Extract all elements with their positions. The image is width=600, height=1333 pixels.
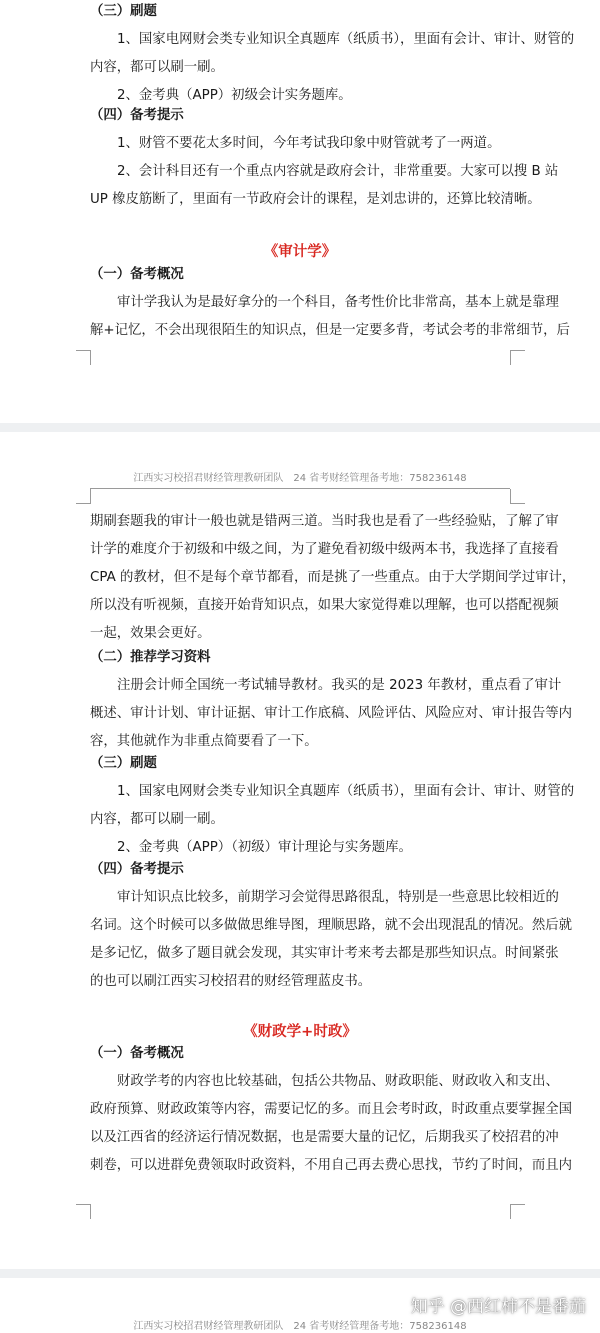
header-rule <box>90 488 510 489</box>
paragraph-line: 审计知识点比较多，前期学习会觉得思路很乱，特别是一些意思比较相近的 <box>117 890 559 905</box>
section-heading: （一）备考概况 <box>90 267 184 282</box>
section-heading: （三）刷题 <box>90 4 157 19</box>
page-header: 江西实习校招君财经管理教研团队 24 省考财经管理备考地：758236148 <box>133 1321 467 1332</box>
paragraph-line: 内容，都可以刷一刷。 <box>90 60 224 75</box>
crop-mark-bottom-right <box>510 350 525 365</box>
watermark: 知乎 @西红柿不是番茄 <box>410 1297 586 1317</box>
paragraph-line: 政府预算、财政政策等内容，需要记忆的多。而且会考时政，时政重点要掌握全国 <box>90 1102 573 1117</box>
section-heading: （二）推荐学习资料 <box>90 650 211 665</box>
paragraph-line: UP 橡皮筋断了，里面有一节政府会计的课程，是刘忠讲的，还算比较清晰。 <box>90 192 541 207</box>
paragraph-line: 2、金考典（APP）初级会计实务题库。 <box>117 88 352 103</box>
paragraph-line: 刺卷，可以进群免费领取时政资料，不用自己再去费心思找，节约了时间，而且内 <box>90 1158 573 1173</box>
paragraph-line: 的也可以刷江西实习校招君的财经管理蓝皮书。 <box>90 974 372 989</box>
paragraph-line: 以及江西省的经济运行情况数据，也是需要大量的记忆，后期我买了校招君的冲 <box>90 1130 559 1145</box>
paragraph-line: 是多记忆，做多了题目就会发现，其实审计考来考去都是那些知识点。时间紧张 <box>90 946 559 961</box>
paragraph-line: 2、会计科目还有一个重点内容就是政府会计，非常重要。大家可以搜 B 站 <box>117 164 559 179</box>
document-page-2 <box>0 432 600 1269</box>
paragraph-line: 一起，效果会更好。 <box>90 626 211 641</box>
crop-mark-top-right <box>510 489 525 504</box>
section-heading: （四）备考提示 <box>90 108 184 123</box>
paragraph-line: 容，其他就作为非重点简要看了一下。 <box>90 734 318 749</box>
paragraph-line: 1、国家电网财会类专业知识全真题库（纸质书），里面有会计、审计、财管的 <box>117 784 575 799</box>
paragraph-line: 期刷套题我的审计一般也就是错两三道。当时我也是看了一些经验贴，了解了审 <box>90 514 559 529</box>
page-header: 江西实习校招君财经管理教研团队 24 省考财经管理备考地：758236148 <box>133 473 467 484</box>
crop-mark-bottom-left <box>76 1204 91 1219</box>
paragraph-line: 1、财管不要花太多时间，今年考试我印象中财管就考了一两道。 <box>117 136 501 151</box>
crop-mark-bottom-right <box>510 1204 525 1219</box>
document-page-1 <box>0 0 600 423</box>
section-heading: （四）备考提示 <box>90 862 184 877</box>
paragraph-line: 计学的难度介于初级和中级之间，为了避免看初级中级两本书，我选择了直接看 <box>90 542 559 557</box>
chapter-title: 《财政学+时政》 <box>243 1024 357 1040</box>
paragraph-line: 审计学我认为是最好拿分的一个科目，备考性价比非常高，基本上就是靠理 <box>117 295 559 310</box>
paragraph-line: CPA 的教材，但不是每个章节都看，而是挑了一些重点。由于大学期间学过审计， <box>90 570 576 585</box>
paragraph-line: 解+记忆，不会出现很陌生的知识点，但是一定要多背，考试会考的非常细节，后 <box>90 323 570 338</box>
crop-mark-bottom-left <box>76 350 91 365</box>
section-heading: （一）备考概况 <box>90 1046 184 1061</box>
paragraph-line: 名词。这个时候可以多做做思维导图，理顺思路，就不会出现混乱的情况。然后就 <box>90 918 573 933</box>
crop-mark-top-left <box>76 489 91 504</box>
paragraph-line: 2、金考典（APP）（初级）审计理论与实务题库。 <box>117 840 412 855</box>
chapter-title: 《审计学》 <box>263 244 337 260</box>
paragraph-line: 所以没有听视频，直接开始背知识点，如果大家觉得难以理解，也可以搭配视频 <box>90 598 559 613</box>
paragraph-line: 概述、审计计划、审计证据、审计工作底稿、风险评估、风险应对、审计报告等内 <box>90 706 573 721</box>
section-heading: （三）刷题 <box>90 756 157 771</box>
paragraph-line: 财政学考的内容也比较基础，包括公共物品、财政职能、财政收入和支出、 <box>117 1074 559 1089</box>
paragraph-line: 注册会计师全国统一考试辅导教材。我买的是 2023 年教材，重点看了审计 <box>117 678 562 693</box>
paragraph-line: 内容，都可以刷一刷。 <box>90 812 224 827</box>
paragraph-line: 1、国家电网财会类专业知识全真题库（纸质书），里面有会计、审计、财管的 <box>117 32 575 47</box>
